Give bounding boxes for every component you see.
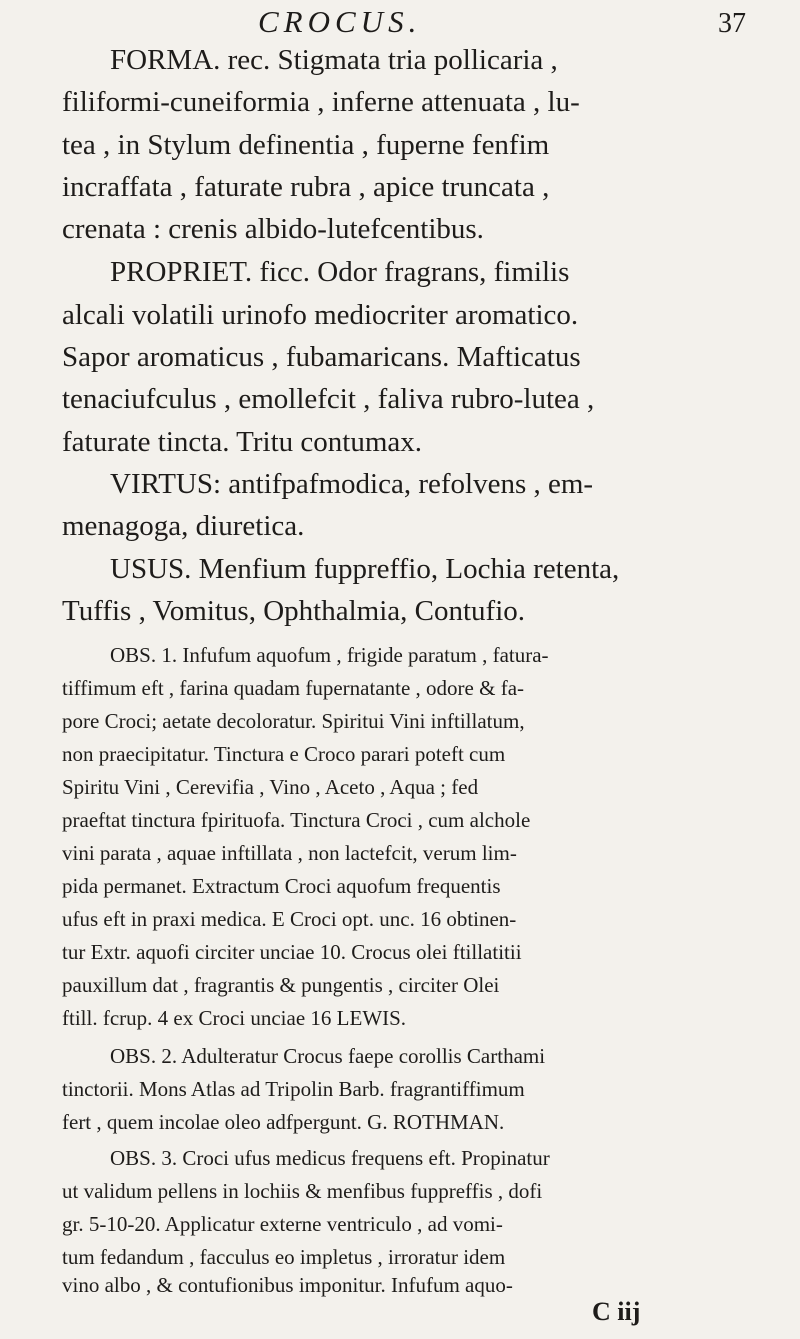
text-line: Tuffis , Vomitus, Ophthalmia, Contufio. (62, 595, 525, 627)
text-line: USUS. Menfium fuppreffio, Lochia retenta, (110, 553, 620, 585)
text-line: tum fedandum , facculus eo impletus , irroratur idem (62, 1245, 506, 1269)
text-line: crenata : crenis albido-lutefcentibus. (62, 213, 484, 245)
text-line: VIRTUS: antifpafmodica, refolvens , em- (110, 468, 594, 500)
text-line: Sapor aromaticus , fubamaricans. Mafticatus (62, 341, 581, 373)
page-number: 37 (718, 8, 746, 39)
text-line: pauxillum dat , fragrantis & pungentis , circiter Olei (62, 973, 500, 997)
text-line: tiffimum eft , farina quadam fupernatante , odore & fa- (62, 676, 525, 700)
signature-mark: C iij (592, 1297, 641, 1326)
text-line: OBS. 1. Infufum aquofum , frigide paratum , fatura- (110, 643, 549, 667)
text-line: OBS. 2. Adulteratur Crocus faepe corollis Carthami (110, 1044, 546, 1068)
text-line: tenaciufculus , emollefcit , faliva rubro-lutea , (62, 383, 595, 415)
text-line: vini parata , aquae inftillata , non lactefcit, verum lim- (62, 841, 517, 865)
text-line: FORMA. rec. Stigmata tria pollicaria , (110, 44, 558, 76)
text-line: incraffata , faturate rubra , apice truncata , (62, 171, 550, 203)
text-line: vino albo , & contufionibus imponitur. Infufum aquo- (62, 1273, 513, 1297)
text-line: non praecipitatur. Tinctura e Croco parari poteft cum (62, 742, 506, 766)
text-line: pida permanet. Extractum Croci aquofum frequentis (62, 874, 501, 898)
text-line: gr. 5-10-20. Applicatur externe ventriculo , ad vomi- (62, 1212, 503, 1236)
text-line: Spiritu Vini , Cerevifia , Vino , Aceto , Aqua ; fed (62, 775, 479, 799)
text-line: ftill. fcrup. 4 ex Croci unciae 16 LEWIS. (62, 1006, 407, 1030)
text-line: pore Croci; aetate decoloratur. Spiritui Vini inftillatum, (62, 709, 525, 733)
text-line: praeftat tinctura fpirituofa. Tinctura Croci , cum alchole (62, 808, 531, 832)
text-line: alcali volatili urinofo mediocriter aromatico. (62, 299, 579, 331)
text-line: tur Extr. aquofi circiter unciae 10. Crocus olei ftillatitii (62, 940, 522, 964)
running-head: CROCUS. (258, 4, 422, 39)
page-header (0, 4, 800, 44)
text-line: filiformi-cuneiformia , inferne attenuata , lu- (62, 86, 580, 118)
text-line: OBS. 3. Croci ufus medicus frequens eft. Propinatur (110, 1146, 550, 1170)
text-line: ut validum pellens in lochiis & menfibus fuppreffis , dofi (62, 1179, 543, 1203)
text-line: tea , in Stylum definentia , fuperne fenfim (62, 129, 550, 161)
text-line: fert , quem incolae oleo adfpergunt. G. ROTHMAN. (62, 1110, 505, 1134)
text-line: menagoga, diuretica. (62, 510, 305, 542)
text-line: ufus eft in praxi medica. E Croci opt. unc. 16 obtinen- (62, 907, 517, 931)
text-line: PROPRIET. ficc. Odor fragrans, fimilis (110, 256, 570, 288)
text-line: tinctorii. Mons Atlas ad Tripolin Barb. fragrantiffimum (62, 1077, 525, 1101)
text-line: faturate tincta. Tritu contumax. (62, 426, 423, 458)
